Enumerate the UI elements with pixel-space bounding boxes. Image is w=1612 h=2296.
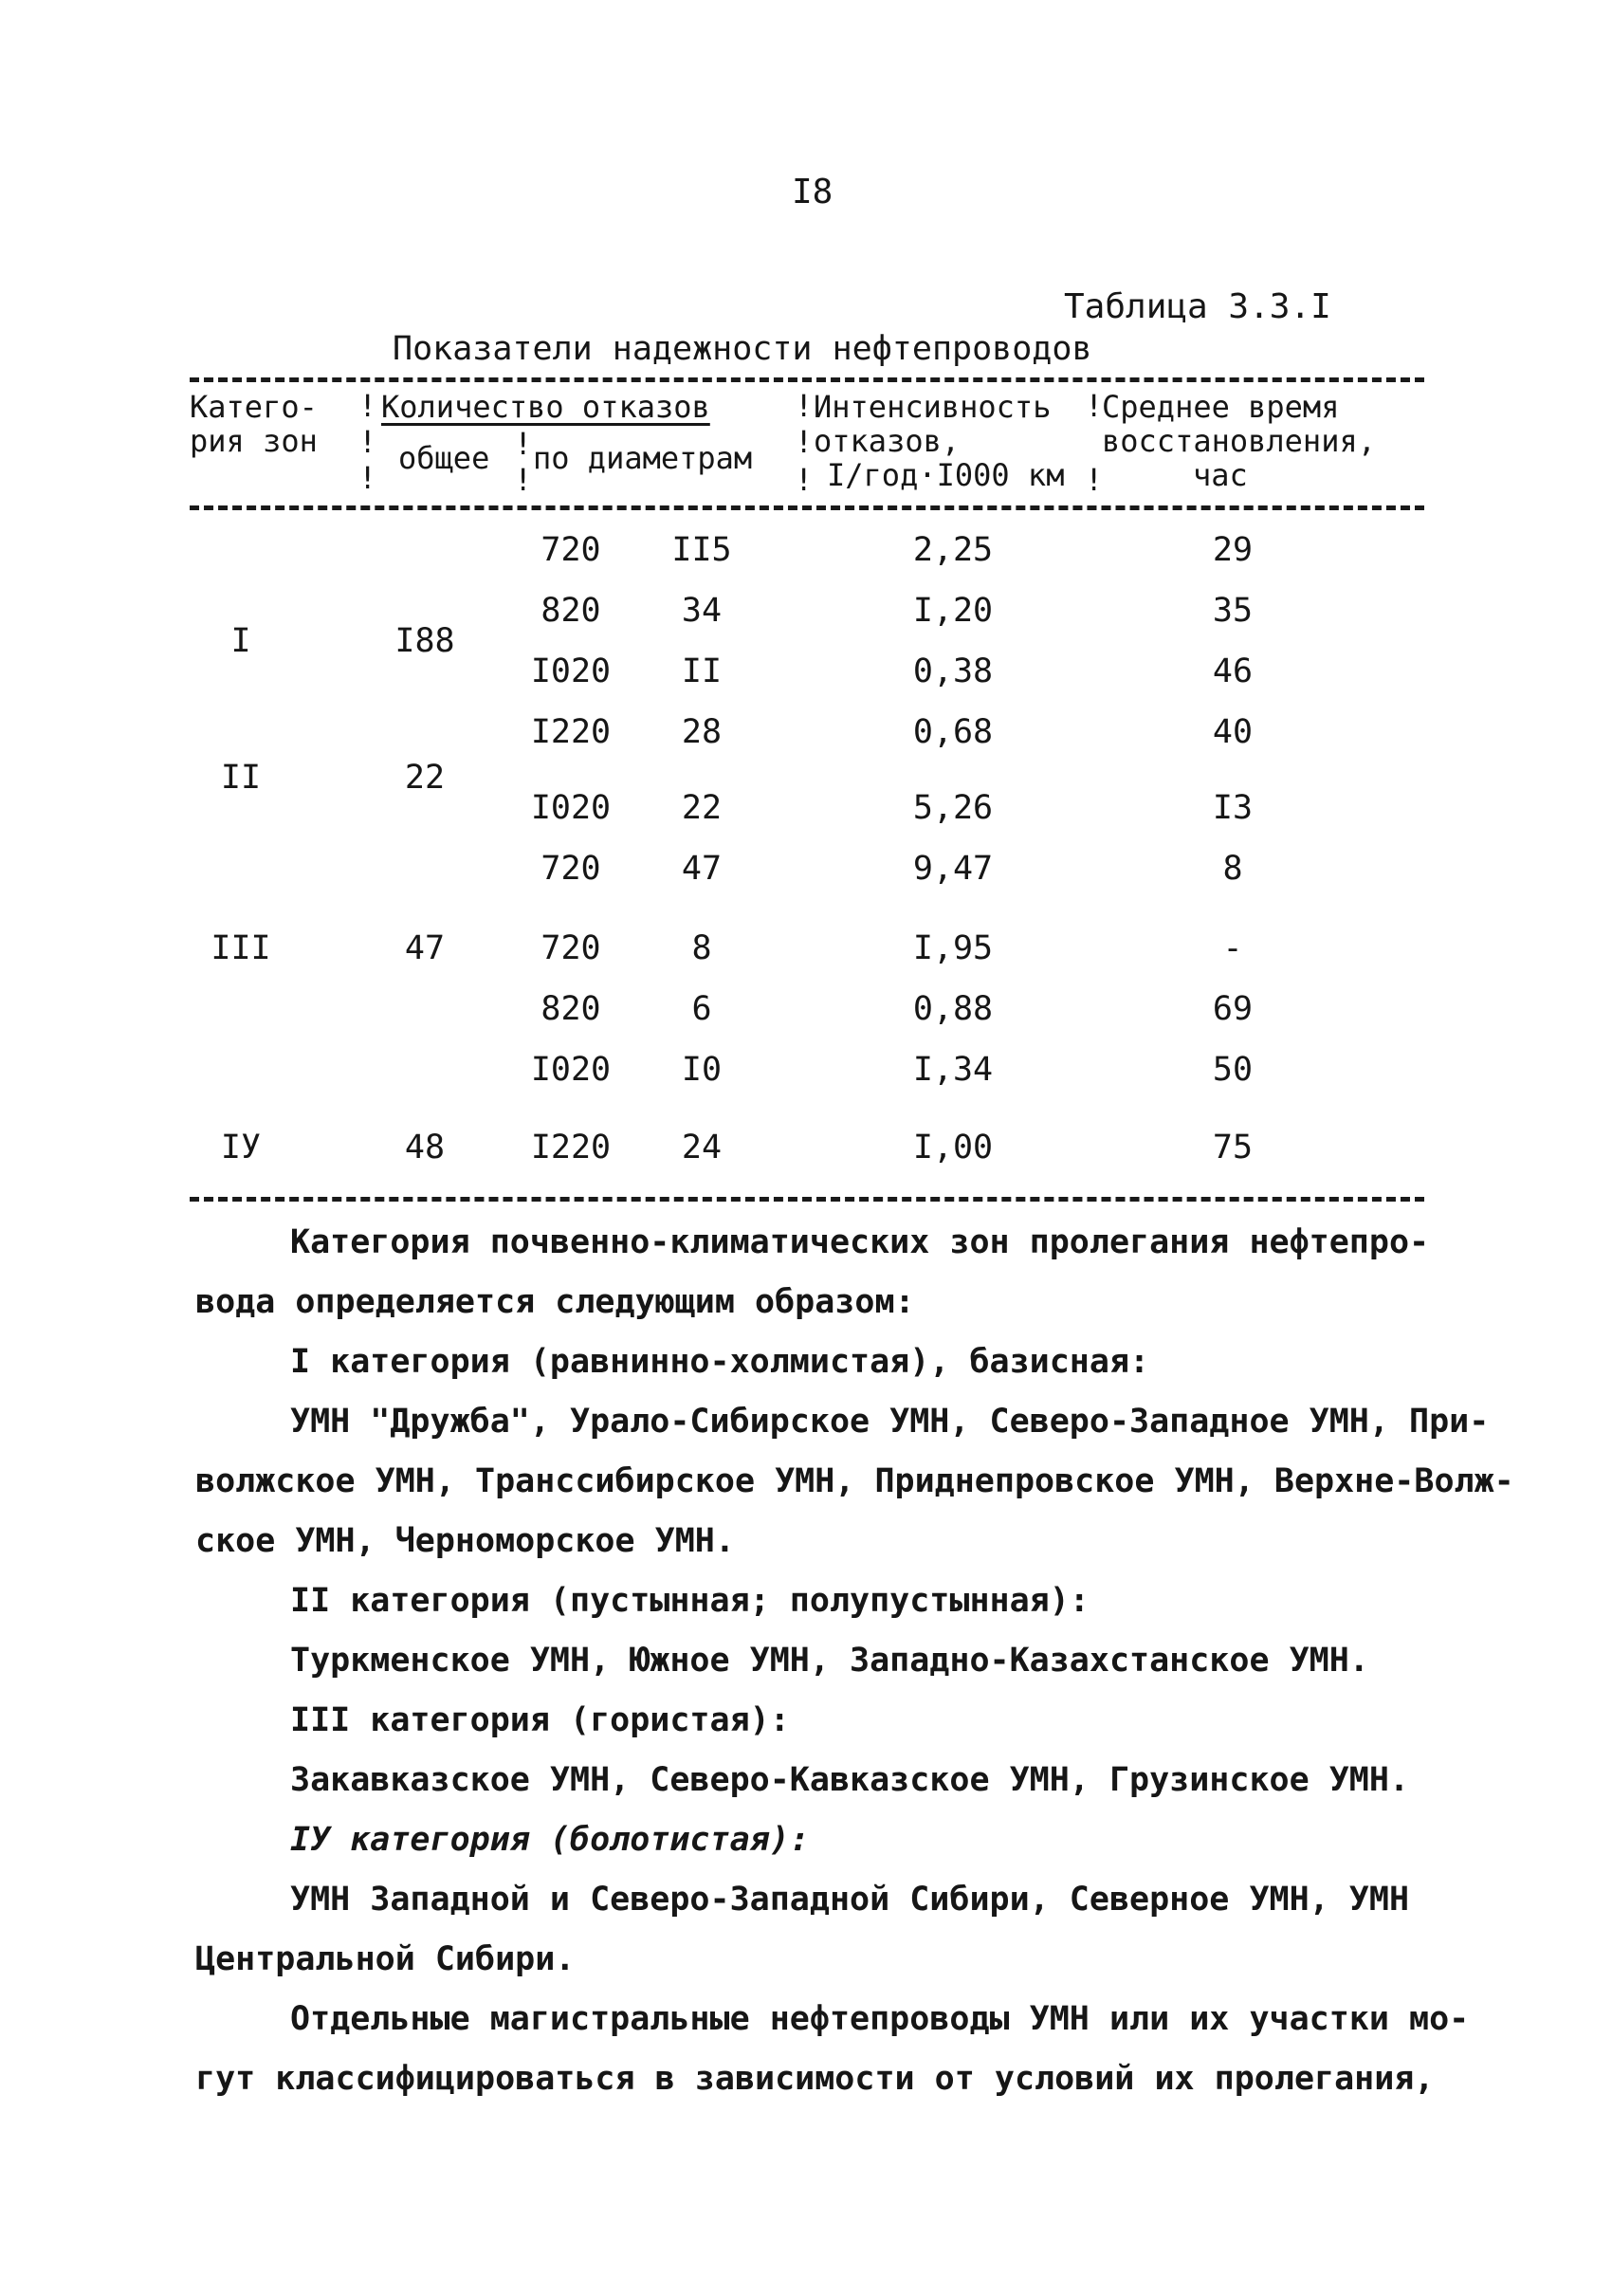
header-separator: ! — [1085, 462, 1104, 498]
intensity-cell: 9,47 — [912, 850, 994, 888]
header-separator: ! — [358, 424, 377, 460]
diameter-cell: 820 — [540, 592, 601, 630]
paragraph-line: ское УМН, Черноморское УМН. — [195, 1522, 735, 1560]
restore-time-cell: 69 — [1212, 990, 1254, 1028]
header-intensity-line3: I/год·I000 км — [827, 456, 1065, 493]
paragraph-line: II категория (пустынная; полупустынная): — [290, 1582, 1090, 1620]
restore-time-cell: - — [1222, 929, 1243, 967]
restore-time-cell: 75 — [1212, 1129, 1254, 1166]
total-cell: 48 — [404, 1129, 446, 1166]
table-header-rule — [190, 505, 1424, 510]
table-row — [0, 850, 1612, 897]
page-number: I8 — [792, 173, 833, 211]
paragraph-line: IУ категория (болотистая): — [290, 1821, 810, 1859]
header-separator: ! — [795, 462, 814, 498]
header-restore-time — [1102, 391, 1376, 492]
header-restore-line1: Среднее время — [1102, 389, 1340, 425]
header-intensity-line2: отказов, — [814, 422, 961, 459]
header-intensity — [814, 391, 1064, 492]
restore-time-cell: 46 — [1212, 652, 1254, 690]
intensity-cell: I,34 — [912, 1051, 994, 1089]
table-caption: Показатели надежности нефтепроводов — [393, 330, 1092, 368]
restore-time-cell: 35 — [1212, 592, 1254, 630]
header-restore-line3: час — [1193, 456, 1248, 493]
paragraph-line: УМН Западной и Северо-Западной Сибири, Северное УМН, УМН — [290, 1881, 1410, 1919]
table-row — [0, 789, 1612, 836]
intensity-cell: 0,88 — [912, 990, 994, 1028]
header-category-line1: Катего- — [190, 389, 318, 425]
diameter-cell: 720 — [540, 929, 601, 967]
header-separator: ! — [358, 388, 377, 424]
diameter-cell: I220 — [530, 713, 612, 751]
table-bottom-rule — [190, 1197, 1424, 1202]
table-row — [0, 531, 1612, 579]
category-cell: III — [211, 929, 271, 967]
count-cell: II5 — [671, 531, 732, 569]
count-cell: 22 — [681, 789, 723, 827]
restore-time-cell: 40 — [1212, 713, 1254, 751]
header-category-line2: рия зон — [190, 422, 318, 459]
intensity-cell: I,20 — [912, 592, 994, 630]
header-intensity-line1: Интенсивность — [814, 389, 1052, 425]
diameter-cell: I220 — [530, 1129, 612, 1166]
intensity-cell: 0,38 — [912, 652, 994, 690]
diameter-cell: 720 — [540, 850, 601, 888]
paragraph-line: Туркменское УМН, Южное УМН, Западно-Казахстанское УМН. — [290, 1642, 1369, 1680]
table-row — [0, 1129, 1612, 1176]
intensity-cell: 0,68 — [912, 713, 994, 751]
paragraph-line: Центральной Сибири. — [195, 1940, 576, 1978]
table-row — [0, 592, 1612, 639]
intensity-cell: 5,26 — [912, 789, 994, 827]
table-row — [0, 713, 1612, 761]
paragraph-line: I категория (равнинно-холмистая), базисная: — [290, 1343, 1150, 1381]
diameter-cell: 720 — [540, 531, 601, 569]
total-cell: 22 — [404, 759, 446, 797]
restore-time-cell: 50 — [1212, 1051, 1254, 1089]
table-row — [0, 929, 1612, 977]
header-failures-by-diameter: по диаметрам — [533, 440, 753, 476]
diameter-cell: I020 — [530, 652, 612, 690]
paragraph-line: Закавказское УМН, Северо-Кавказское УМН, Грузинское УМН. — [290, 1761, 1410, 1799]
table-label: Таблица 3.3.I — [1064, 287, 1331, 326]
header-failures: Количество отказов — [381, 389, 710, 425]
diameter-cell: I020 — [530, 1051, 612, 1089]
count-cell: 28 — [681, 713, 723, 751]
intensity-cell: I,95 — [912, 929, 994, 967]
category-cell: I — [230, 622, 251, 660]
diameter-cell: 820 — [540, 990, 601, 1028]
count-cell: 47 — [681, 850, 723, 888]
table-row — [0, 990, 1612, 1038]
header-separator: ! — [1085, 388, 1104, 424]
count-cell: 24 — [681, 1129, 723, 1166]
count-cell: 6 — [691, 990, 712, 1028]
category-cell: II — [220, 759, 262, 797]
table-row — [0, 652, 1612, 700]
restore-time-cell: I3 — [1212, 789, 1254, 827]
header-category — [190, 391, 318, 459]
paragraph-line: гут классифицироваться в зависимости от условий их пролегания, — [195, 2060, 1435, 2098]
header-restore-line2: восстановления, — [1102, 422, 1376, 459]
total-cell: I88 — [394, 622, 455, 660]
category-cell: IУ — [220, 1129, 262, 1166]
header-separator: ! — [795, 424, 814, 460]
diameter-cell: I020 — [530, 789, 612, 827]
count-cell: II — [681, 652, 723, 690]
paragraph-line: УМН "Дружба", Урало-Сибирское УМН, Северо-Западное УМН, При- — [290, 1403, 1490, 1441]
total-cell: 47 — [404, 929, 446, 967]
count-cell: 34 — [681, 592, 723, 630]
paragraph-line: Отдельные магистральные нефтепроводы УМН или их участки мо- — [290, 2000, 1470, 2038]
paragraph-line: волжское УМН, Транссибирское УМН, Приднепровское УМН, Верхне-Волж- — [195, 1462, 1514, 1500]
header-failures-total: общее — [398, 440, 490, 476]
header-separator: ! — [514, 462, 533, 498]
paragraph-line: Категория почвенно-климатических зон пролегания нефтепро- — [290, 1223, 1430, 1261]
table-row — [0, 1051, 1612, 1098]
count-cell: 8 — [691, 929, 712, 967]
count-cell: I0 — [681, 1051, 723, 1089]
paragraph-line: вода определяется следующим образом: — [195, 1283, 915, 1321]
table-top-rule — [190, 377, 1424, 382]
intensity-cell: 2,25 — [912, 531, 994, 569]
header-separator: ! — [795, 388, 814, 424]
intensity-cell: I,00 — [912, 1129, 994, 1166]
header-separator: ! — [358, 460, 377, 496]
header-separator: ! — [514, 426, 533, 462]
paragraph-line: III категория (гористая): — [290, 1701, 790, 1739]
restore-time-cell: 29 — [1212, 531, 1254, 569]
restore-time-cell: 8 — [1222, 850, 1243, 888]
